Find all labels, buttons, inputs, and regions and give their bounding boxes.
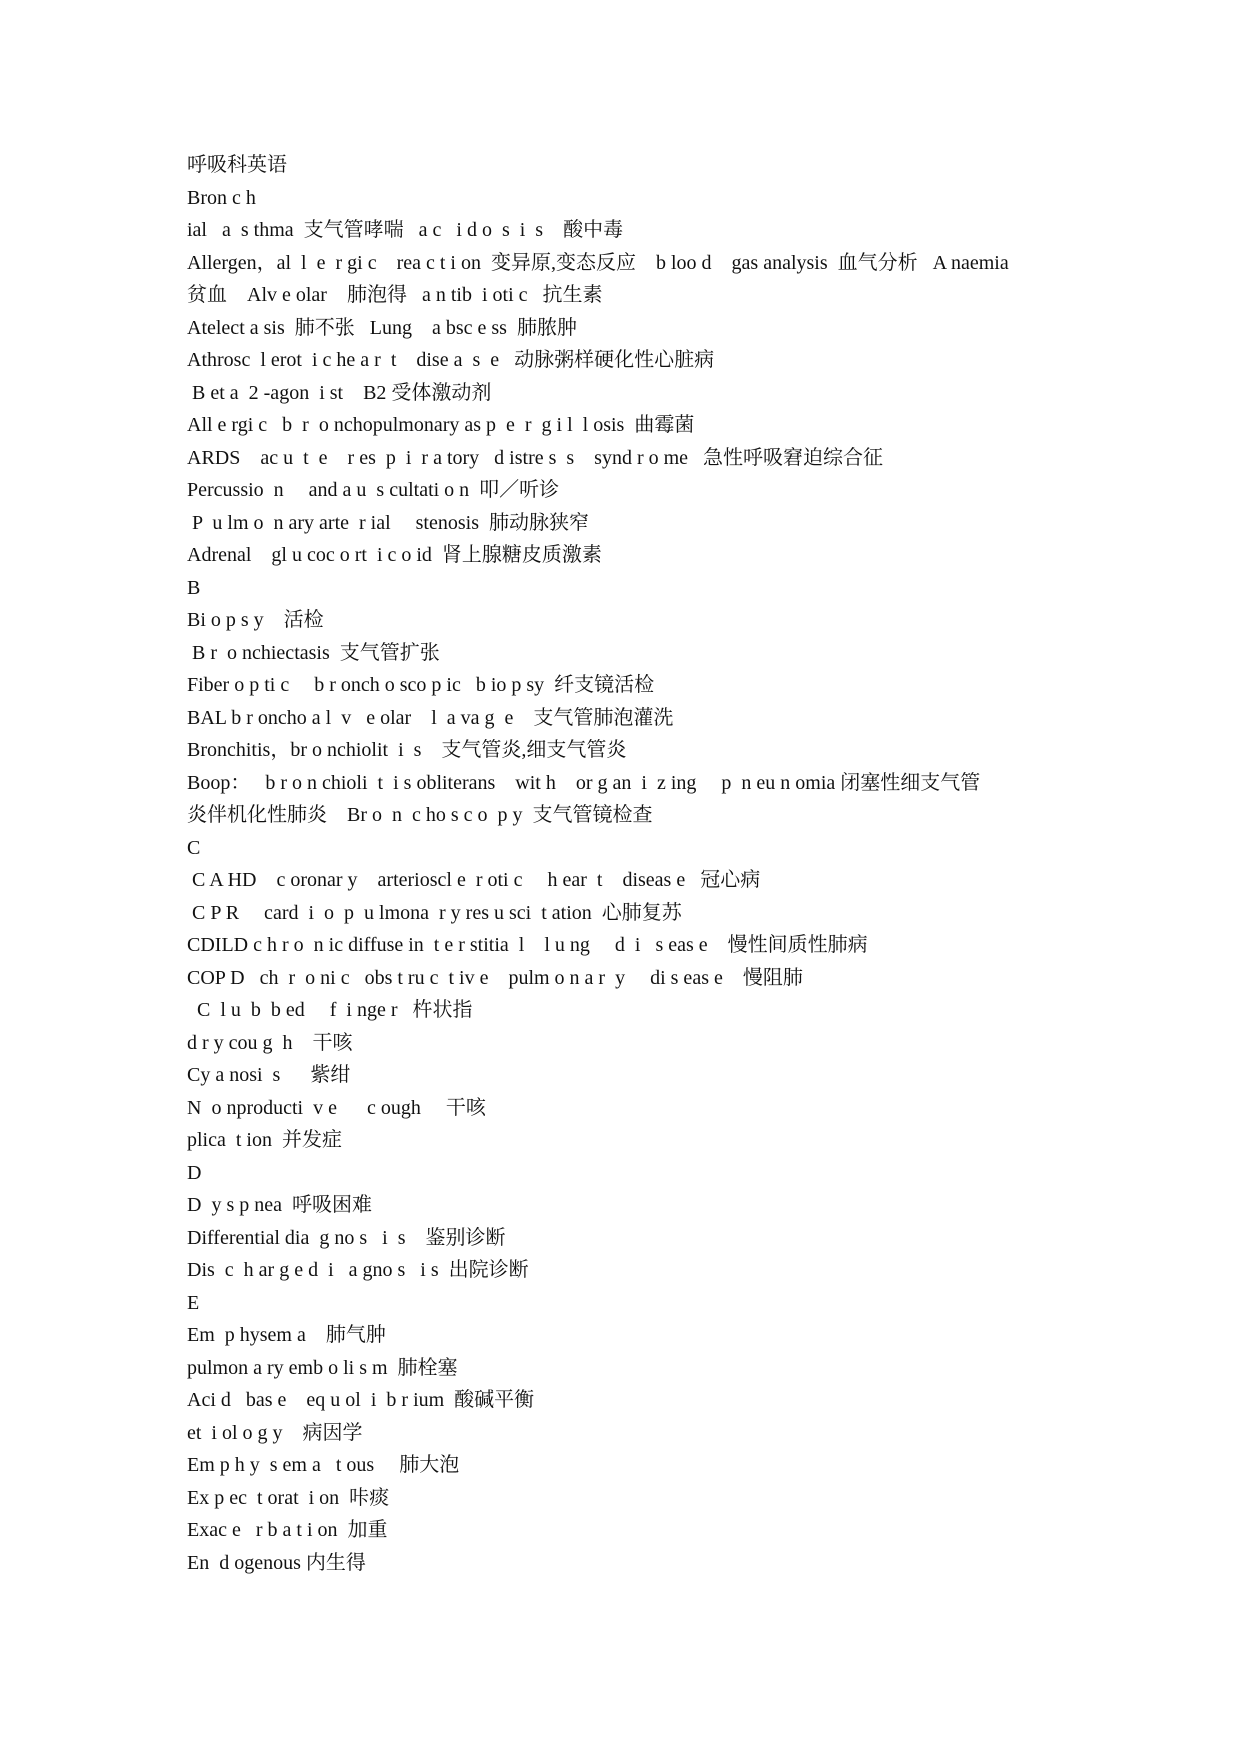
text-line: Exac e r b a t i on 加重 (187, 1519, 388, 1541)
text-line: B et a 2 -agon i st B2 受体激动剂 (187, 381, 492, 404)
text-line: Bi o p s y 活检 (187, 609, 324, 631)
text-line: 贫血 Alv e olar 肺泡得 a n tib i oti c 抗生素 (187, 284, 603, 306)
text-line: CDILD c h r o n ic diffuse in t e r stitia l l u ng d i s eas e 慢性间质性肺病 (187, 934, 868, 956)
text-line: Percussio n and a u s cultati o n 叩／听诊 (187, 479, 560, 501)
text-line: plica t ion 并发症 (187, 1129, 342, 1151)
text-line: Allergen，al l e r gi c rea c t i on 变异原,变态反应 b loo d gas analysis 血气分析 A naemia (187, 251, 1009, 274)
text-line: et i ol o g y 病因学 (187, 1421, 363, 1444)
document-title: 呼吸科英语 (187, 154, 287, 176)
text-line: Cy a nosi s 紫绀 (187, 1064, 351, 1086)
text-line: C P R card i o p u lmona r y res u sci t ation 心肺复苏 (187, 901, 682, 924)
section-letter-b: B (187, 576, 201, 599)
text-line: Bron c h (187, 186, 256, 209)
text-line: Em p h y s em a t ous 肺大泡 (187, 1454, 460, 1476)
text-line: Adrenal gl u coc o rt i c o id 肾上腺糖皮质激素 (187, 544, 602, 566)
text-line: Athrosc l erot i c he a r t dise a s e 动脉粥样硬化性心脏病 (187, 349, 715, 371)
text-line: B r o nchiectasis 支气管扩张 (187, 641, 440, 664)
text-line: Ex p ec t orat i on 咔痰 (187, 1486, 390, 1509)
text-line: pulmon a ry emb o li s m 肺栓塞 (187, 1356, 458, 1379)
text-line: 炎伴机化性肺炎 Br o n c ho s c o p y 支气管镜检查 (187, 804, 653, 826)
text-line: Fiber o p ti c b r onch o sco p ic b io p sy 纤支镜活检 (187, 674, 655, 696)
text-line: ARDS ac u t e r es p i r a tory d istre s s synd r o me 急性呼吸窘迫综合征 (187, 446, 884, 469)
text-line: D y s p nea 呼吸困难 (187, 1194, 372, 1216)
text-line: Atelect a sis 肺不张 Lung a bsc e ss 肺脓肿 (187, 316, 577, 339)
text-line: En d ogenous 内生得 (187, 1551, 366, 1574)
text-line: BAL b r oncho a l v e olar l a va g e 支气管肺泡灌洗 (187, 706, 674, 729)
text-line: Dis c h ar g e d i a gno s i s 出院诊断 (187, 1259, 529, 1281)
text-line: Boop： b r o n chioli t i s obliterans wit h or g an i z ing p n eu n omia 闭塞性细支气管 (187, 771, 981, 794)
text-line: COP D ch r o ni c obs t ru c t iv e pulm o n a r y di s eas e 慢阻肺 (187, 966, 803, 989)
section-letter-e: E (187, 1291, 200, 1314)
glossary-text (187, 149, 1087, 1579)
section-letter-d: D (187, 1161, 202, 1184)
text-line: Bronchitis，br o nchiolit i s 支气管炎,细支气管炎 (187, 739, 627, 761)
text-line: C A HD c oronar y arterioscl e r oti c h ear t diseas e 冠心病 (187, 869, 761, 891)
text-line: ial a s thma 支气管哮喘 a c i d o s i s 酸中毒 (187, 219, 624, 241)
text-line: Aci d bas e eq u ol i b r ium 酸碱平衡 (187, 1389, 535, 1411)
text-line: Differential dia g no s i s 鉴别诊断 (187, 1226, 506, 1249)
text-line: C l u b b ed f i nge r 杵状指 (187, 999, 473, 1021)
text-line: P u lm o n ary arte r ial stenosis 肺动脉狭窄 (187, 511, 589, 534)
text-line: All e rgi c b r o nchopulmonary as p e r g i l l osis 曲霉菌 (187, 414, 695, 436)
text-line: N o nproducti v e c ough 干咳 (187, 1096, 486, 1119)
text-line: d r y cou g h 干咳 (187, 1031, 353, 1054)
text-line: Em p hysem a 肺气肿 (187, 1324, 386, 1346)
section-letter-c: C (187, 836, 201, 859)
